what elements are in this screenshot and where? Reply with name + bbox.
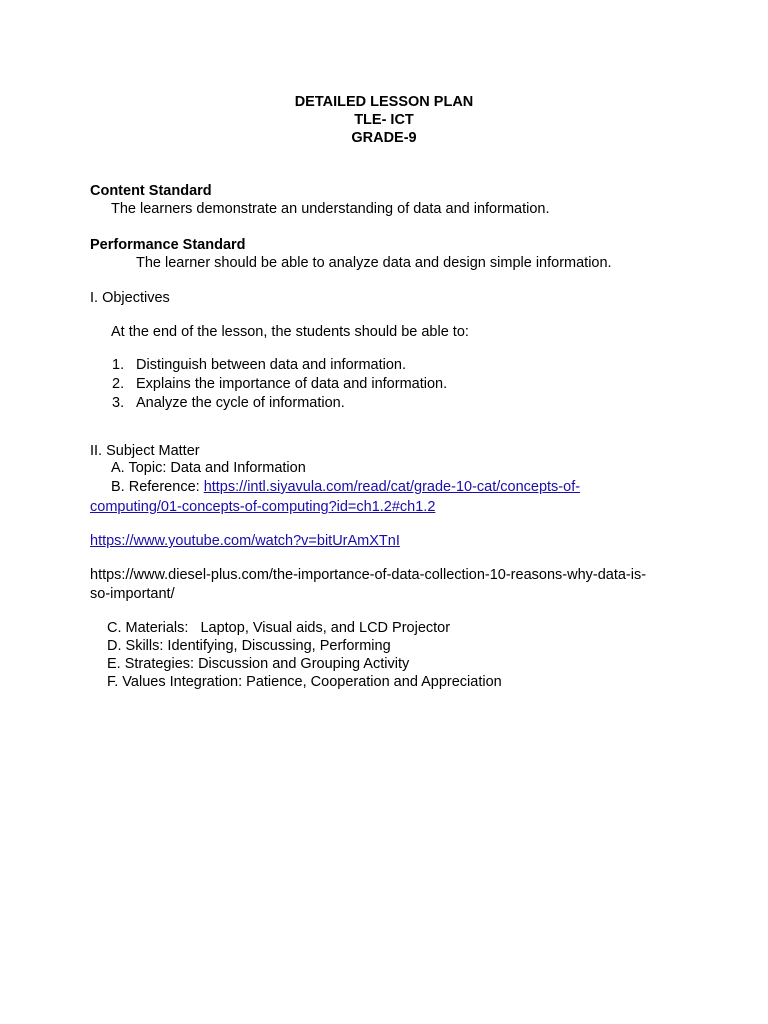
reference-link-siyavula-continued[interactable]: computing/01-concepts-of-computing?id=ch1.2#ch1.2	[90, 499, 436, 515]
reference-url-diesel: https://www.diesel-plus.com/the-importance-of-data-collection-10-reasons-why-data-is-	[90, 567, 647, 583]
reference-line	[111, 478, 580, 496]
skills-line: D. Skills: Identifying, Discussing, Performing	[107, 638, 391, 654]
list-item-number: 3.	[112, 395, 125, 411]
performance-standard-heading: Performance Standard	[90, 237, 246, 253]
subject-matter-heading: II. Subject Matter	[90, 443, 200, 459]
list-item: Distinguish between data and information.	[136, 357, 407, 373]
reference-link-youtube[interactable]: https://www.youtube.com/watch?v=bitUrAmXTnI	[90, 533, 400, 549]
document-grade: GRADE-9	[351, 130, 417, 146]
values-integration-line: F. Values Integration: Patience, Cooperation and Appreciation	[107, 674, 502, 690]
performance-standard-text: The learner should be able to analyze data and design simple information.	[136, 255, 612, 271]
reference-label: B. Reference:	[111, 479, 204, 495]
list-item: Explains the importance of data and information.	[136, 376, 448, 392]
objectives-intro: At the end of the lesson, the students should be able to:	[111, 324, 469, 340]
list-item: Analyze the cycle of information.	[136, 395, 345, 411]
content-standard-heading: Content Standard	[90, 183, 212, 199]
reference-link-siyavula[interactable]: https://intl.siyavula.com/read/cat/grade-10-cat/concepts-of-	[203, 479, 581, 495]
list-item-number: 1.	[112, 357, 125, 373]
list-item-number: 2.	[112, 376, 125, 392]
strategies-line: E. Strategies: Discussion and Grouping Activity	[107, 656, 410, 672]
document-title: DETAILED LESSON PLAN	[294, 94, 474, 110]
document-subject: TLE- ICT	[354, 112, 414, 128]
objectives-heading: I. Objectives	[90, 290, 170, 306]
materials-line: C. Materials: Laptop, Visual aids, and LCD Projector	[107, 620, 451, 636]
topic-line: A. Topic: Data and Information	[111, 460, 306, 476]
reference-url-diesel-continued: so-important/	[90, 586, 175, 602]
content-standard-text: The learners demonstrate an understanding of data and information.	[111, 201, 550, 217]
